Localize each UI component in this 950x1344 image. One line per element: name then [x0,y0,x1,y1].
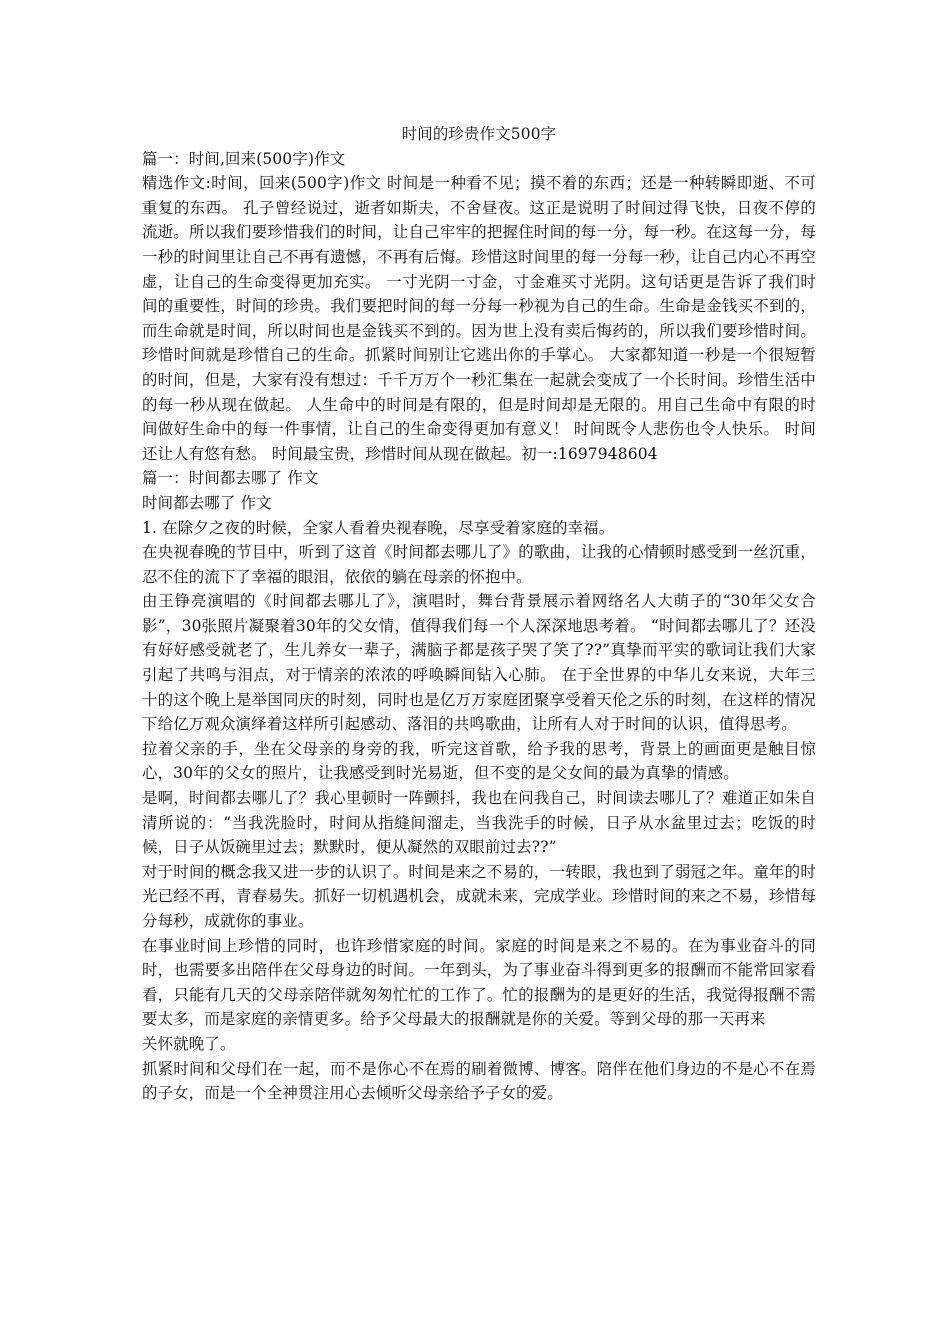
section-heading-2: 篇一：时间都去哪了 作文 [142,469,319,488]
document-title: 时间的珍贵作文500字 [401,125,557,143]
document-body [142,122,816,1106]
essay-paragraph-5: 拉着父亲的手，坐在父母亲的身旁的我，听完这首歌，给予我的思考，背景上的画面更是触目惊心，30年的父女的照片，让我感受到时光易逝，但不变的是父女间的最为真挚的情感。 [142,739,816,783]
essay-subtitle: 时间都去哪了 作文 [142,493,272,512]
essay-paragraph-3: 在央视春晚的节目中，听到了这首《时间都去哪儿了》的歌曲，让我的心情顿时感受到一丝沉重，忍不住的流下了幸福的眼泪，依依的躺在母亲的怀抱中。 [142,543,816,586]
essay-paragraph-2: 1. 在除夕之夜的时候，全家人看着央视春晚，尽享受着家庭的幸福。 [142,518,615,537]
section-heading-1: 篇一：时间,回来(500字)作文 [142,149,346,168]
essay-paragraph-4: 由王铮亮演唱的《时间都去哪儿了》，演唱时，舞台背景展示着网络名人大萌子的“30年父女合影”，30张照片凝聚着30年的父女情，值得我们每一个人深深地思考着。 “时间都去哪儿了？还没有好好感受就老了，生儿养女一辈子，满脑子都是孩子哭了笑了??”真挚而平实的歌词让我们大家引起了共鸣与泪点，对于情亲的浓浓的呼唤瞬间钻入心肺。 在于全世界的中华儿女来说，大年三十的这个晚上是举国同庆的时刻，同时也是亿万万家庭团聚享受着天伦之乐的时刻，在这样的情况下给亿万观众演绎着这样所引起感动、落泪的共鸣歌曲，让所有人对于时间的认识，值得思考。 [142,592,816,734]
essay-paragraph-1: 精选作文:时间，回来(500字)作文 时间是一种看不见；摸不着的东西；还是一种转瞬即逝、不可重复的东西。 孔子曾经说过，逝者如斯夫，不舍昼夜。这正是说明了时间过得飞快，日夜不停的流逝。所以我们要珍惜我们的时间，让自己牢牢的把握住时间的每一分，每一秒。在这每一分，每一秒的时间里让自己不再有遗憾，不再有后悔。珍惜这时间里的每一分每一秒，让自己内心不再空虚，让自己的生命变得更加充实。 一寸光阴一寸金，寸金难买寸光阴。这句话更是告诉了我们时间的重要性，时间的珍贵。我们要把时间的每一分每一秒视为自己的生命。生命是金钱买不到的，而生命就是时间，所以时间也是金钱买不到的。因为世上没有卖后悔药的，所以我们要珍惜时间。珍惜时间就是珍惜自己的生命。抓紧时间别让它逃出你的手掌心。 大家都知道一秒是一个很短暂的时间，但是，大家有没有想过：千千万万个一秒汇集在一起就会变成了一个长时间。珍惜生活中的每一秒从现在做起。 人生命中的时间是有限的，但是时间却是无限的。用自己生命中有限的时间做好生命中的每一件事情，让自己的生命变得更加有意义！ 时间既令人悲伤也令人快乐。 时间还让人有悠有愁。 时间最宝贵，珍惜时间从现在做起。初一:1697948604 [142,174,816,463]
essay-paragraph-9: 关怀就晚了。 [142,1034,236,1053]
essay-paragraph-10: 抓紧时间和父母们在一起，而不是你心不在焉的刷着微博、博客。陪伴在他们身边的不是心不在焉的子女，而是一个全神贯注用心去倾听父母亲给予子女的爱。 [142,1059,816,1103]
essay-paragraph-6: 是啊，时间都去哪儿了？我心里顿时一阵颤抖，我也在问我自己，时间读去哪儿了？难道正如朱自清所说的：“当我洗脸时，时间从指缝间溜走，当我洗手的时候，日子从水盆里过去；吃饭的时候，日子从饭碗里过去；默默时，便从凝然的双眼前过去??” [142,789,816,857]
essay-paragraph-7: 对于时间的概念我又进一步的认识了。时间是来之不易的，一转眼，我也到了弱冠之年。童年的时光已经不再，青春易失。抓好一切机遇机会，成就未来，完成学业。珍惜时间的来之不易，珍惜每分每秒，成就你的事业。 [142,862,816,930]
essay-paragraph-8: 在事业时间上珍惜的同时，也许珍惜家庭的时间。家庭的时间是来之不易的。在为事业奋斗的同时，也需要多出陪伴在父母身边的时间。一年到头，为了事业奋斗得到更多的报酬而不能常回家看看，只能有几天的父母亲陪伴就匆匆忙忙的工作了。忙的报酬为的是更好的生活，我觉得报酬不需要太多，而是家庭的亲情更多。给予父母最大的报酬就是你的关爱。等到父母的那一天再来 [142,936,816,1029]
